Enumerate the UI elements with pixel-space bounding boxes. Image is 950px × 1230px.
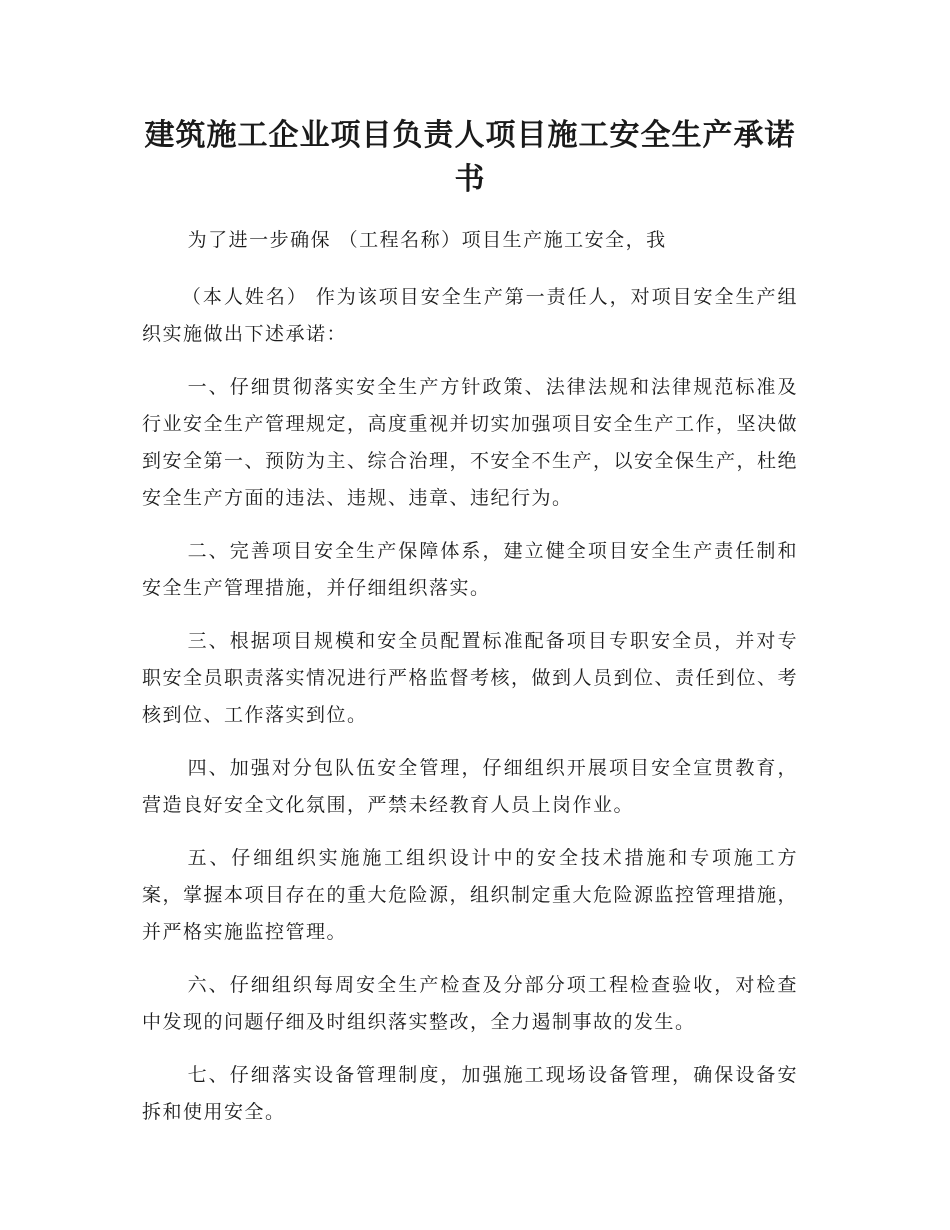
commitment-item-5: 五、仔细组织实施施工组织设计中的安全技术措施和专项施工方案，掌握本项目存在的重大危险源，组织制定重大危险源监控管理措施，并严格实施监控管理。 xyxy=(142,847,799,943)
commitment-item-3: 三、根据项目规模和安全员配置标准配备项目专职安全员，并对专职安全员职责落实情况进行严格监督考核，做到人员到位、责任到位、考核到位、工作落实到位。 xyxy=(142,630,799,726)
document-title: 建筑施工企业项目负责人项目施工安全生产承诺书 xyxy=(144,118,796,197)
commitment-item-4: 四、加强对分包队伍安全管理，仔细组织开展项目安全宣贯教育，营造良好安全文化氛围，严禁未经教育人员上岗作业。 xyxy=(142,757,798,816)
commitment-item-6: 六、仔细组织每周安全生产检查及分部分项工程检查验收，对检查中发现的问题仔细及时组织落实整改，全力遏制事故的发生。 xyxy=(142,974,798,1033)
intro-line-1: 为了进一步确保 （工程名称）项目生产施工安全，我 xyxy=(187,229,667,251)
intro-line-2: （本人姓名） 作为该项目安全生产第一责任人，对项目安全生产组织实施做出下述承诺： xyxy=(142,286,798,345)
commitment-item-7: 七、仔细落实设备管理制度，加强施工现场设备管理，确保设备安拆和使用安全。 xyxy=(142,1064,798,1123)
commitment-item-1: 一、仔细贯彻落实安全生产方针政策、法律法规和法律规范标准及行业安全生产管理规定，高度重视并切实加强项目安全生产工作，坚决做到安全第一、预防为主、综合治理，不安全不生产，以安全保生产，杜绝安全生产方面的违法、违规、违章、违纪行为。 xyxy=(142,376,799,509)
commitment-item-2: 二、完善项目安全生产保障体系，建立健全项目安全生产责任制和安全生产管理措施，并仔细组织落实。 xyxy=(142,540,798,599)
